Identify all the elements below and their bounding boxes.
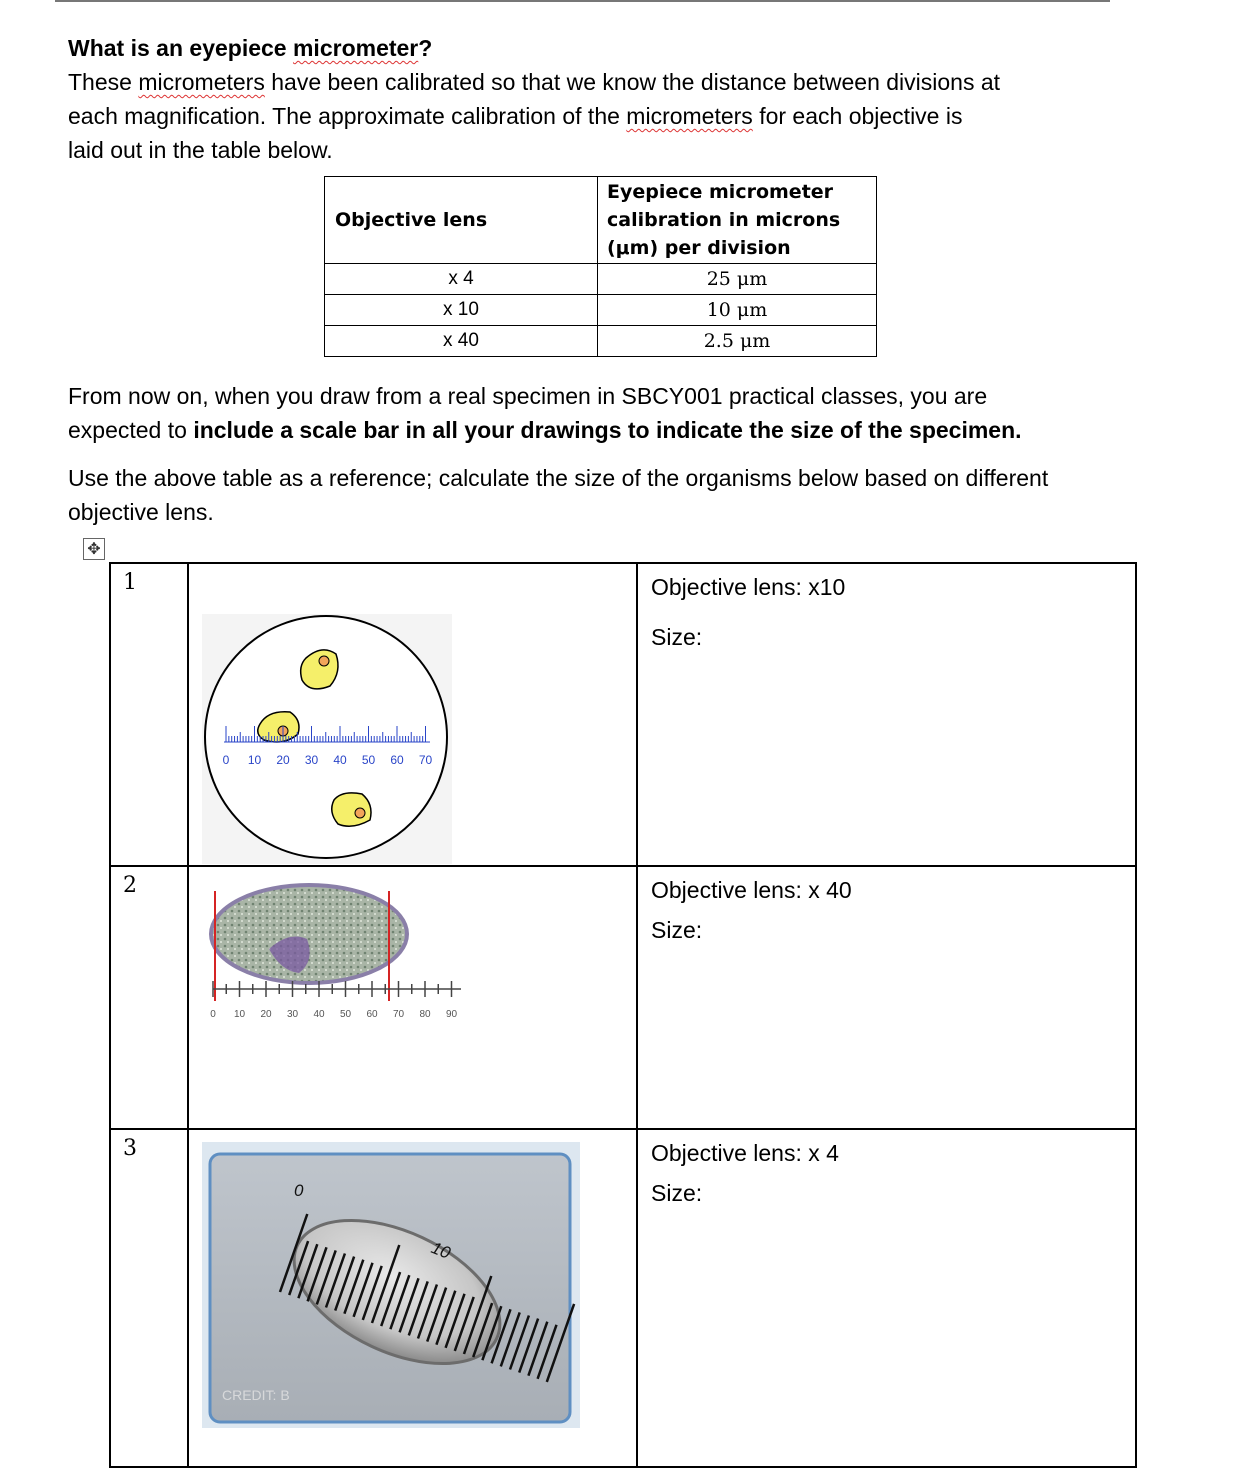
nucleus xyxy=(319,656,329,666)
top-rule xyxy=(55,0,1110,2)
size-label[interactable]: Size: xyxy=(651,917,703,943)
scale-label: 50 xyxy=(339,1009,352,1020)
exercise-row-2 xyxy=(110,866,1136,1129)
scale-label: 60 xyxy=(366,1009,378,1020)
scale-bar-paragraph: From now on, when you draw from a real specimen in SBCY001 practical classes, you are expected to include a scale bar in all your drawings to indicate the size of the specimen. xyxy=(68,383,1022,443)
scale-label: 40 xyxy=(313,1009,325,1020)
calibration-cell: 25 μm xyxy=(598,264,877,295)
scale-label: 10 xyxy=(233,1009,246,1020)
scale-label: 20 xyxy=(276,753,290,767)
move-icon[interactable]: ✥ xyxy=(83,538,105,560)
calibration-table xyxy=(324,176,877,357)
exercise-image-cell xyxy=(188,866,637,1129)
answer-cell xyxy=(637,866,1136,1129)
micrometer-scale xyxy=(213,981,461,997)
scale-label: 80 xyxy=(419,1009,431,1020)
size-label[interactable]: Size: xyxy=(651,1180,703,1206)
scale-label: 0 xyxy=(210,1009,216,1020)
exercise-number: 2 xyxy=(110,866,188,1129)
objective-cell: x 4 xyxy=(325,264,598,295)
objective-label: Objective lens: x 4 xyxy=(651,1140,839,1166)
intro-paragraph: These micrometers have been calibrated so that we know the distance between divisions at each magnification. The approximate calibration of the micrometers for each objective is laid out in the table below. xyxy=(68,69,1001,163)
scale-label: 40 xyxy=(333,753,347,767)
paramecium-image xyxy=(209,881,489,1041)
table-row xyxy=(325,326,877,357)
scale-label: 0 xyxy=(294,1181,304,1200)
paramecium-body xyxy=(211,885,407,983)
calibration-cell: 2.5 μm xyxy=(598,326,877,357)
answer-cell xyxy=(637,563,1136,866)
exercise-row-1 xyxy=(110,563,1136,866)
scale-label: 60 xyxy=(390,753,404,767)
calibration-header-row xyxy=(325,177,877,264)
credit-watermark: CREDIT: B xyxy=(222,1387,290,1403)
scale-label: 70 xyxy=(392,1009,405,1020)
scale-label: 10 xyxy=(247,753,262,767)
exercise-image-cell xyxy=(188,563,637,866)
micrometer-field-image xyxy=(202,614,452,864)
objective-label: Objective lens: x 40 xyxy=(651,877,852,903)
calibration-cell: 10 μm xyxy=(598,295,877,326)
scale-label: 30 xyxy=(286,1009,299,1020)
pollen-micrograph-image xyxy=(202,1142,580,1428)
exercise-image-cell xyxy=(188,1129,637,1467)
objective-cell: x 40 xyxy=(325,326,598,357)
exercise-number: 3 xyxy=(110,1129,188,1467)
nucleus xyxy=(355,808,365,818)
header-objective-lens: Objective lens xyxy=(325,177,598,264)
page-heading: What is an eyepiece micrometer? xyxy=(68,35,433,61)
instruction-paragraph: Use the above table as a reference; calculate the size of the organisms below based on different objective lens. xyxy=(68,465,1049,525)
scale-label: 70 xyxy=(418,753,433,767)
scale-label: 90 xyxy=(445,1009,458,1020)
scale-label: 10 xyxy=(428,1238,454,1263)
scale-label: 30 xyxy=(304,753,319,767)
header-calibration: Eyepiece micrometer calibration in microns (μm) per division xyxy=(598,177,877,264)
scale-label: 50 xyxy=(361,753,376,767)
exercise-table xyxy=(109,562,1137,1468)
exercise-number: 1 xyxy=(110,563,188,866)
objective-cell: x 10 xyxy=(325,295,598,326)
table-row xyxy=(325,295,877,326)
cell-bottom xyxy=(332,793,371,826)
exercise-row-3 xyxy=(110,1129,1136,1467)
scale-label: 20 xyxy=(260,1009,272,1020)
scale-label: 0 xyxy=(222,753,230,767)
size-label[interactable]: Size: xyxy=(651,624,703,650)
answer-cell xyxy=(637,1129,1136,1467)
objective-label: Objective lens: x10 xyxy=(651,574,846,600)
table-row xyxy=(325,264,877,295)
